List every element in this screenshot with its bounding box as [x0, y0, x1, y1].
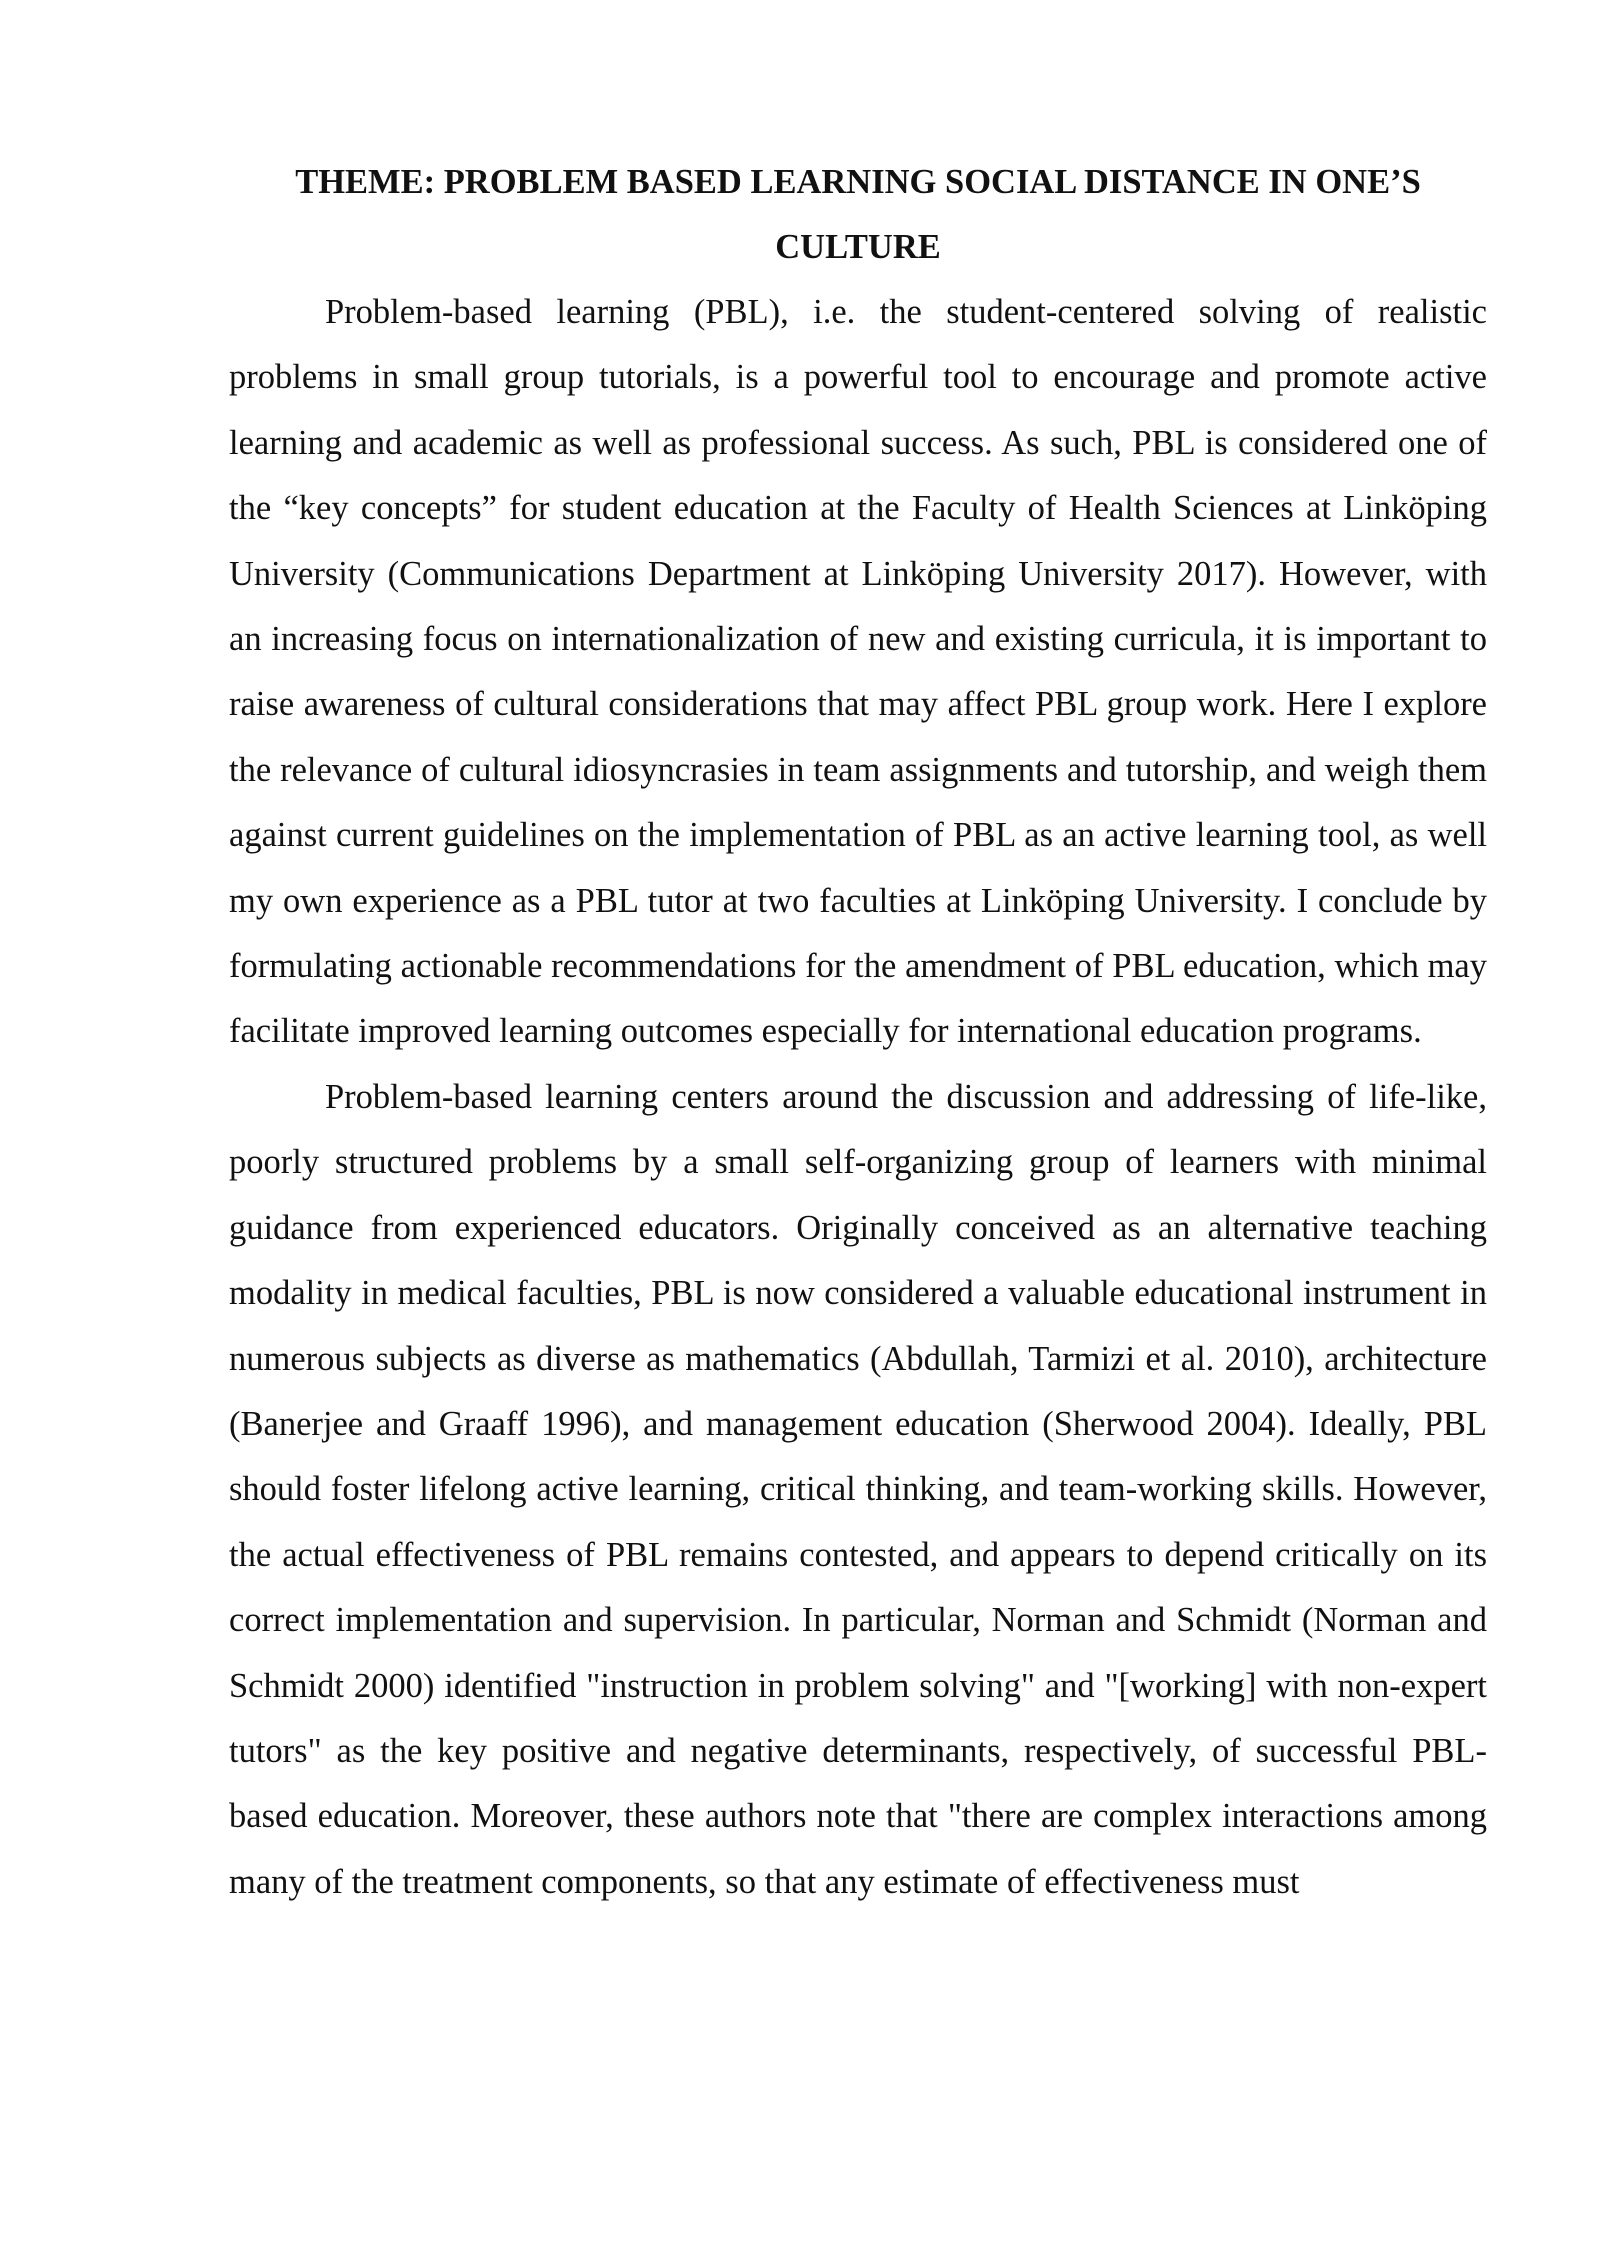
- title-line-2: CULTURE: [775, 228, 941, 266]
- paragraph-intro: Problem-based learning (PBL), i.e. the student-centered solving of realistic problems in small group tutorials, is a powerful tool to encourage and promote active learning and academic as well as professional success. As such, PBL is considered one of the “key concepts” for student education at the Faculty of Health Sciences at Linköping University (Communications Department at Linköping University 2017). However, with an increasing focus on internationalization of new and existing curricula, it is important to raise awareness of cultural considerations that may affect PBL group work. Here I explore the relevance of cultural idiosyncrasies in team assignments and tutorship, and weigh them against current guidelines on the implementation of PBL as an active learning tool, as well my own experience as a PBL tutor at two faculties at Linköping University. I conclude by formulating actionable recommendations for the amendment of PBL education, which may facilitate improved learning outcomes especially for international education programs.: [229, 293, 1487, 1051]
- document-title: [229, 150, 1487, 280]
- title-line-1: THEME: PROBLEM BASED LEARNING SOCIAL DISTANCE IN ONE’S: [295, 163, 1421, 201]
- paragraph-pbl-background: Problem-based learning centers around the discussion and addressing of life-like, poorly structured problems by a small self-organizing group of learners with minimal guidance from experienced educators. Originally conceived as an alternative teaching modality in medical faculties, PBL is now considered a valuable educational instrument in numerous subjects as diverse as mathematics (Abdullah, Tarmizi et al. 2010), architecture (Banerjee and Graaff 1996), and management education (Sherwood 2004). Ideally, PBL should foster lifelong active learning, critical thinking, and team-working skills. However, the actual effectiveness of PBL remains contested, and appears to depend critically on its correct implementation and supervision. In particular, Norman and Schmidt (Norman and Schmidt 2000) identified "instruction in problem solving" and "[working] with non-expert tutors" as the key positive and negative determinants, respectively, of successful PBL-based education. Moreover, these authors note that "there are complex interactions among many of the treatment components, so that any estimate of effectiveness must: [229, 1077, 1487, 1901]
- document-page: [229, 150, 1487, 1915]
